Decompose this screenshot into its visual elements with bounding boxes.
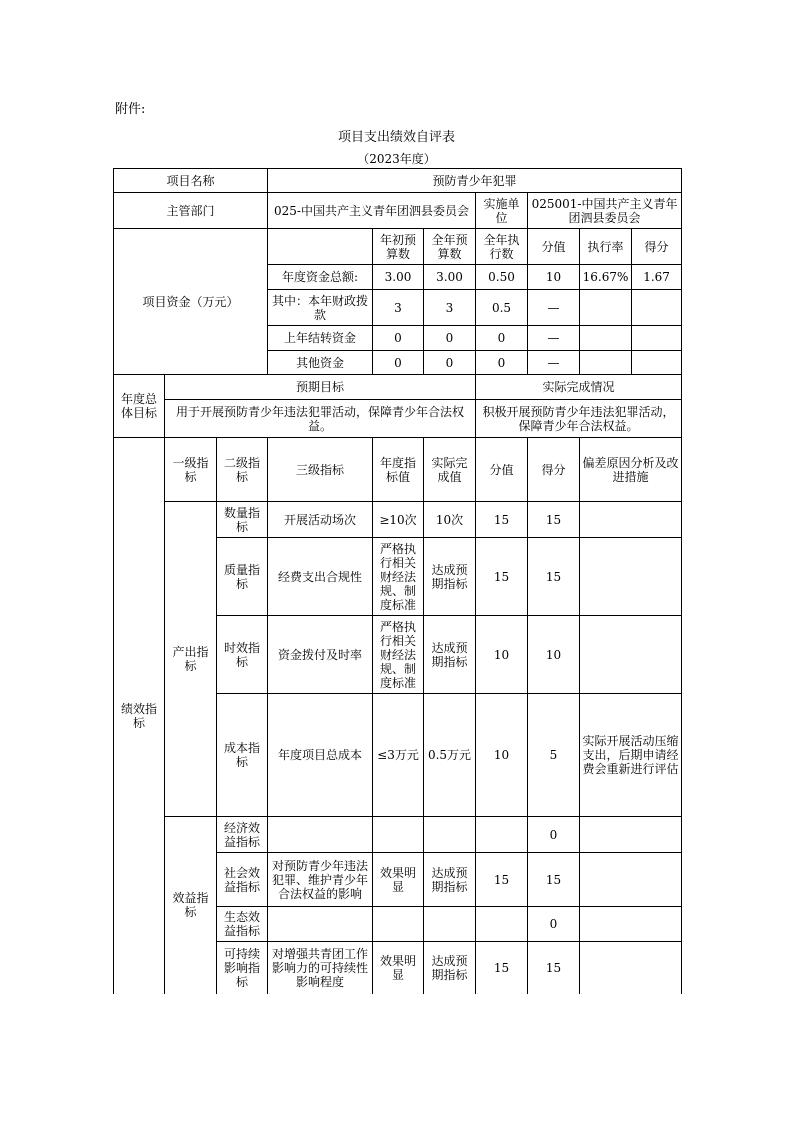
funds-col-header: 执行率 xyxy=(580,229,632,265)
level1-benefit: 效益指标 xyxy=(165,817,217,994)
funds-score-value: — xyxy=(528,326,580,351)
indicator-row xyxy=(114,502,682,538)
project-name-value: 预防青少年犯罪 xyxy=(268,169,682,193)
funds-initial: 3.00 xyxy=(373,265,424,290)
form-title: 项目支出绩效自评表 xyxy=(337,130,455,145)
level3-cell: 资金拨付及时率 xyxy=(268,616,373,694)
actual-completion-header: 实际完成情况 xyxy=(476,375,682,400)
score-cell: 5 xyxy=(528,694,580,817)
attachment-label: 附件: xyxy=(115,102,146,117)
level2-header: 二级指标 xyxy=(217,438,268,502)
annual-goal-label: 年度总体目标 xyxy=(114,375,165,438)
score-cell: 15 xyxy=(528,538,580,616)
actual-cell: 达成预期指标 xyxy=(424,942,476,994)
funds-initial: 0 xyxy=(373,326,424,351)
score-value-cell: 10 xyxy=(476,694,528,817)
deviation-header: 偏差原因分析及改进措施 xyxy=(580,438,682,502)
funds-col-header: 分值 xyxy=(528,229,580,265)
funds-score xyxy=(632,351,682,375)
funds-initial: 0 xyxy=(373,351,424,375)
department-row xyxy=(114,193,682,229)
form-year: （2023年度） xyxy=(357,152,436,166)
funds-label: 项目资金（万元） xyxy=(114,229,268,375)
level2-cell: 时效指标 xyxy=(217,616,268,694)
score-value-cell: 15 xyxy=(476,502,528,538)
level1-header: 一级指标 xyxy=(165,438,217,502)
funds-rate xyxy=(580,290,632,326)
expected-goal-header: 预期目标 xyxy=(165,375,476,400)
funds-row-label: 上年结转资金 xyxy=(268,326,373,351)
funds-score-value: — xyxy=(528,290,580,326)
funds-executed: 0.50 xyxy=(476,265,528,290)
funds-row-label: 年度资金总额: xyxy=(268,265,373,290)
score-cell: 15 xyxy=(528,853,580,907)
funds-score xyxy=(632,290,682,326)
actual-header: 实际完成值 xyxy=(424,438,476,502)
deviation-cell xyxy=(580,853,682,907)
level2-cell: 生态效益指标 xyxy=(217,907,268,942)
deviation-cell xyxy=(580,942,682,994)
indicator-header-row xyxy=(114,438,682,502)
funds-score xyxy=(632,326,682,351)
score-value-cell: 15 xyxy=(476,853,528,907)
annual-goal-header-row xyxy=(114,375,682,400)
level3-cell: 年度项目总成本 xyxy=(268,694,373,817)
implementing-unit-label: 实施单位 xyxy=(476,193,528,229)
level2-cell: 可持续影响指标 xyxy=(217,942,268,994)
funds-col-header: 得分 xyxy=(632,229,682,265)
score-value-cell: 10 xyxy=(476,616,528,694)
target-cell: 严格执行相关财经法规、制度标准 xyxy=(373,538,424,616)
project-name-label: 项目名称 xyxy=(114,169,268,193)
deviation-cell xyxy=(580,817,682,853)
score-cell: 0 xyxy=(528,817,580,853)
level2-cell: 数量指标 xyxy=(217,502,268,538)
target-header: 年度指标值 xyxy=(373,438,424,502)
target-cell: 效果明显 xyxy=(373,853,424,907)
deviation-cell: 实际开展活动压缩支出，后期申请经费会重新进行评估 xyxy=(580,694,682,817)
level3-cell xyxy=(268,817,373,853)
performance-self-evaluation-table xyxy=(113,168,682,994)
target-cell: ≥10次 xyxy=(373,502,424,538)
level2-cell: 经济效益指标 xyxy=(217,817,268,853)
target-cell: 严格执行相关财经法规、制度标准 xyxy=(373,616,424,694)
target-cell xyxy=(373,907,424,942)
level3-header: 三级指标 xyxy=(268,438,373,502)
actual-completion-text: 积极开展预防青少年违法犯罪活动，保障青少年合法权益。 xyxy=(476,400,682,438)
deviation-cell xyxy=(580,907,682,942)
funds-annual: 3.00 xyxy=(424,265,476,290)
funds-col-header: 年初预算数 xyxy=(373,229,424,265)
deviation-cell xyxy=(580,538,682,616)
level3-cell: 对增强共青团工作影响力的可持续性影响程度 xyxy=(268,942,373,994)
funds-rate xyxy=(580,351,632,375)
target-cell: 效果明显 xyxy=(373,942,424,994)
score-cell: 0 xyxy=(528,907,580,942)
funds-row-label: 其他资金 xyxy=(268,351,373,375)
score-header: 得分 xyxy=(528,438,580,502)
actual-cell: 10次 xyxy=(424,502,476,538)
indicator-row xyxy=(114,817,682,853)
actual-cell: 达成预期指标 xyxy=(424,538,476,616)
level3-cell: 对预防青少年违法犯罪、维护青少年合法权益的影响 xyxy=(268,853,373,907)
deviation-cell xyxy=(580,616,682,694)
score-value-cell: 15 xyxy=(476,538,528,616)
funds-executed: 0.5 xyxy=(476,290,528,326)
score-cell: 10 xyxy=(528,616,580,694)
score-cell: 15 xyxy=(528,942,580,994)
funds-col-header: 全年预算数 xyxy=(424,229,476,265)
funds-annual: 0 xyxy=(424,351,476,375)
funds-header-row xyxy=(114,229,682,265)
target-cell: ≤3万元 xyxy=(373,694,424,817)
funds-executed: 0 xyxy=(476,351,528,375)
level3-cell xyxy=(268,907,373,942)
target-cell xyxy=(373,817,424,853)
funds-annual: 0 xyxy=(424,326,476,351)
department-value: 025-中国共产主义青年团泗县委员会 xyxy=(268,193,476,229)
funds-executed: 0 xyxy=(476,326,528,351)
score-value-cell xyxy=(476,817,528,853)
score-value-cell xyxy=(476,907,528,942)
performance-indicator-label: 绩效指标 xyxy=(114,438,165,994)
actual-cell xyxy=(424,907,476,942)
funds-rate: 16.67% xyxy=(580,265,632,290)
level3-cell: 经费支出合规性 xyxy=(268,538,373,616)
level2-cell: 社会效益指标 xyxy=(217,853,268,907)
score-value-cell: 15 xyxy=(476,942,528,994)
funds-rate xyxy=(580,326,632,351)
funds-score-value: 10 xyxy=(528,265,580,290)
actual-cell: 0.5万元 xyxy=(424,694,476,817)
funds-initial: 3 xyxy=(373,290,424,326)
funds-score-value: — xyxy=(528,351,580,375)
department-label: 主管部门 xyxy=(114,193,268,229)
implementing-unit-value: 025001-中国共产主义青年团泗县委员会 xyxy=(528,193,682,229)
funds-row-label: 其中：本年财政拨款 xyxy=(268,290,373,326)
level2-cell: 成本指标 xyxy=(217,694,268,817)
level1-output: 产出指标 xyxy=(165,502,217,817)
level3-cell: 开展活动场次 xyxy=(268,502,373,538)
project-name-row xyxy=(114,169,682,193)
score-cell: 15 xyxy=(528,502,580,538)
funds-col-header: 全年执行数 xyxy=(476,229,528,265)
actual-cell: 达成预期指标 xyxy=(424,853,476,907)
funds-score: 1.67 xyxy=(632,265,682,290)
deviation-cell xyxy=(580,502,682,538)
annual-goal-content-row xyxy=(114,400,682,438)
expected-goal-text: 用于开展预防青少年违法犯罪活动，保障青少年合法权益。 xyxy=(165,400,476,438)
actual-cell: 达成预期指标 xyxy=(424,616,476,694)
actual-cell xyxy=(424,817,476,853)
funds-annual: 3 xyxy=(424,290,476,326)
level2-cell: 质量指标 xyxy=(217,538,268,616)
funds-header-blank xyxy=(268,229,373,265)
score-value-header: 分值 xyxy=(476,438,528,502)
